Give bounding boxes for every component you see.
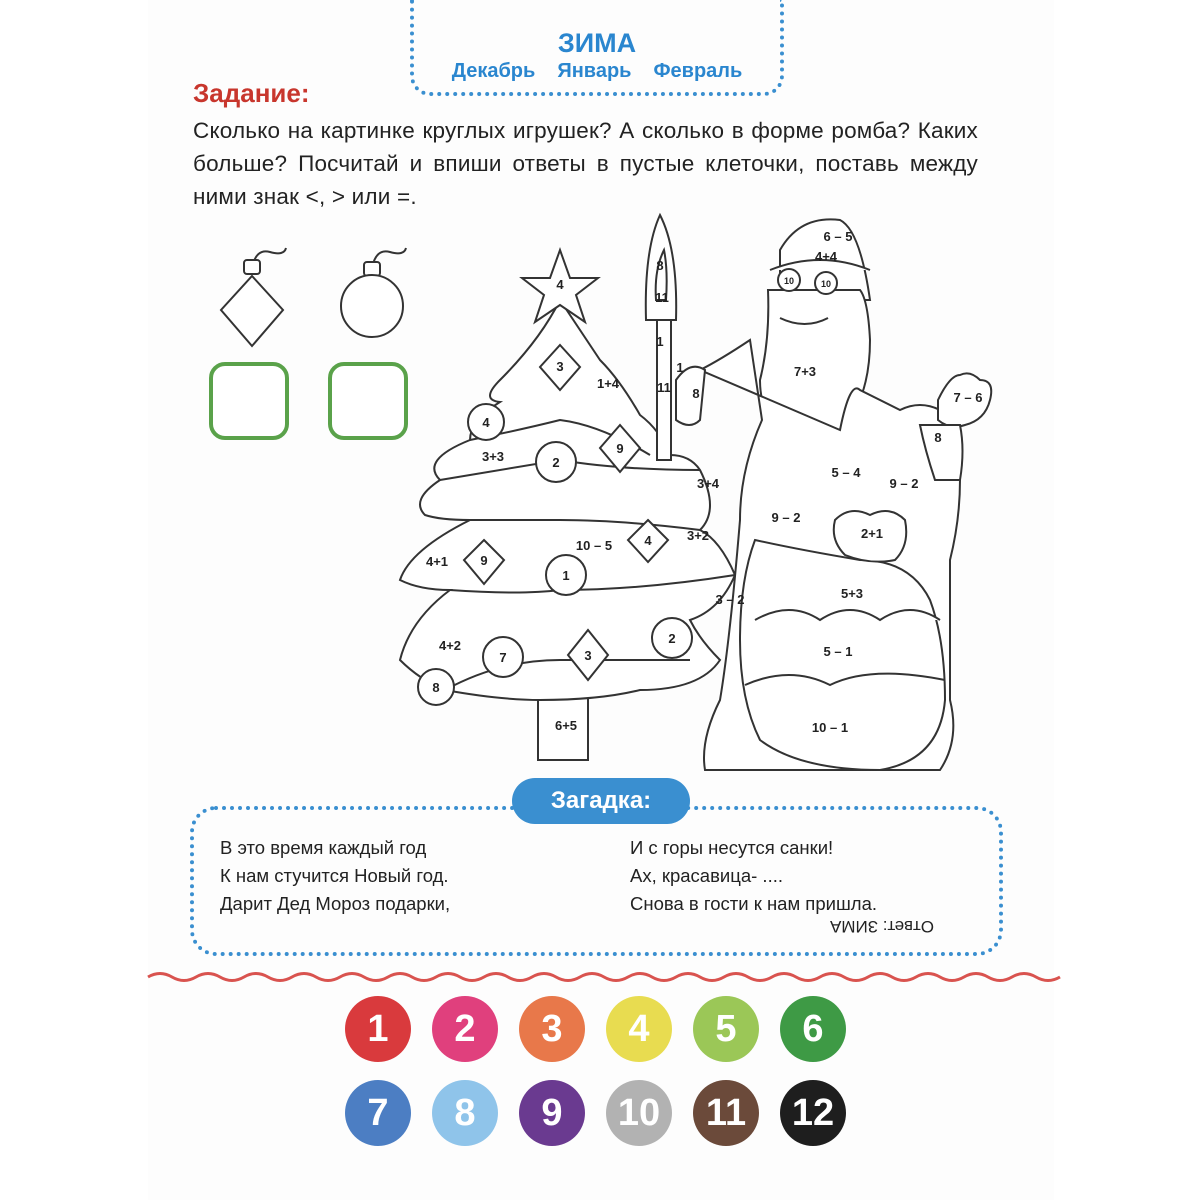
- task-heading: Задание:: [193, 78, 310, 108]
- tree-label-12: 1: [562, 568, 570, 583]
- santa-label-15: 10 – 1: [811, 720, 849, 735]
- wavy-divider: [148, 974, 1060, 981]
- tree-label-16: 2: [668, 631, 676, 646]
- staff-label-3: 1: [656, 334, 664, 349]
- star-label: 4: [556, 277, 564, 292]
- santa-label-13: 5+3: [840, 586, 864, 601]
- riddle-line: Дарит Дед Мороз подарки,: [220, 893, 451, 914]
- santa-label-14: 5 – 1: [823, 644, 853, 659]
- rhombus-count-box[interactable]: [211, 364, 287, 438]
- staff-label-5: 1: [676, 360, 684, 375]
- tree-label-17: 8: [432, 680, 440, 695]
- tree-label-9: 10 – 5: [575, 538, 613, 553]
- month-february: Февраль: [653, 60, 743, 82]
- color-key-8: 8: [432, 1080, 498, 1146]
- tree-label-8: 9: [480, 553, 488, 568]
- santa-label-11: 2+1: [860, 526, 884, 541]
- santa-label-10: 9 – 2: [771, 510, 801, 525]
- rhombus-ornament-icon: [221, 248, 286, 346]
- color-key-10: 10: [606, 1080, 672, 1146]
- riddle-left-column: [220, 834, 450, 918]
- task-text: Сколько на картинке круглых игрушек? А сколько в форме ромба? Каких больше? Посчитай и впиши ответы в пустые клеточки, поставь между ними знак <, > или =.: [193, 118, 978, 209]
- tree-label-13: 4+2: [438, 638, 462, 653]
- santa-label-3: 10: [783, 276, 795, 286]
- round-ornament-icon: [341, 248, 406, 337]
- tree-label-6: 9: [616, 441, 624, 456]
- staff-label-2: 11: [655, 290, 669, 305]
- month-december: Декабрь: [451, 60, 536, 82]
- santa-label-7: 8: [934, 430, 942, 445]
- riddle-line: К нам стучится Новый год.: [220, 865, 449, 886]
- christmas-tree: [400, 250, 735, 760]
- santa-label-8: 5 – 4: [831, 465, 861, 480]
- riddle-line: И с горы несутся санки!: [630, 837, 834, 858]
- color-key-9: 9: [519, 1080, 585, 1146]
- season-title: ЗИМА: [557, 28, 637, 58]
- tree-label-7: 4+1: [425, 554, 449, 569]
- staff-label-4: 11: [657, 380, 671, 395]
- color-key-11: 11: [693, 1080, 759, 1146]
- tree-label-10: 4: [644, 533, 652, 548]
- tree-label-4: 3+3: [481, 449, 505, 464]
- color-key-7: 7: [345, 1080, 411, 1146]
- round-count-box[interactable]: [330, 364, 406, 438]
- santa-label-2: 4+4: [814, 249, 838, 264]
- riddle-right-column: [630, 834, 877, 918]
- color-key-5: 5: [693, 996, 759, 1062]
- tree-label-5: 2: [552, 455, 560, 470]
- santa-label-12: 3 – 2: [715, 592, 745, 607]
- month-january: Январь: [557, 60, 632, 82]
- tree-label-2: 1+4: [596, 376, 620, 391]
- riddle-label: Загадка:: [512, 778, 690, 824]
- color-key-2: 2: [432, 996, 498, 1062]
- tree-label-14: 7: [499, 650, 507, 665]
- santa-label-9: 9 – 2: [889, 476, 919, 491]
- tree-label-1: 3: [556, 359, 564, 374]
- tree-label-15: 3: [584, 648, 592, 663]
- tree-label-3: 4: [482, 415, 490, 430]
- riddle-line: Ах, красавица- ....: [630, 865, 783, 886]
- color-key-12: 12: [780, 1080, 846, 1146]
- staff-label-7: 3+4: [696, 476, 720, 491]
- color-key-6: 6: [780, 996, 846, 1062]
- santa-label-4: 10: [820, 279, 832, 289]
- tree-label-18: 6+5: [554, 718, 578, 733]
- riddle-line: Снова в гости к нам пришла.: [630, 893, 878, 914]
- color-key-1: 1: [345, 996, 411, 1062]
- santa-label-5: 7+3: [793, 364, 817, 379]
- color-key-3: 3: [519, 996, 585, 1062]
- staff-label-1: 8: [656, 258, 664, 273]
- riddle-answer-upside-down: Ответ: ЗИМА: [830, 917, 934, 936]
- color-key-4: 4: [606, 996, 672, 1062]
- santa-label-1: 6 – 5: [823, 229, 853, 244]
- tree-label-11: 3+2: [686, 528, 710, 543]
- santa-claus: [676, 219, 991, 770]
- riddle-line: В это время каждый год: [220, 837, 427, 858]
- santa-label-6: 7 – 6: [953, 390, 983, 405]
- staff-label-6: 8: [692, 386, 700, 401]
